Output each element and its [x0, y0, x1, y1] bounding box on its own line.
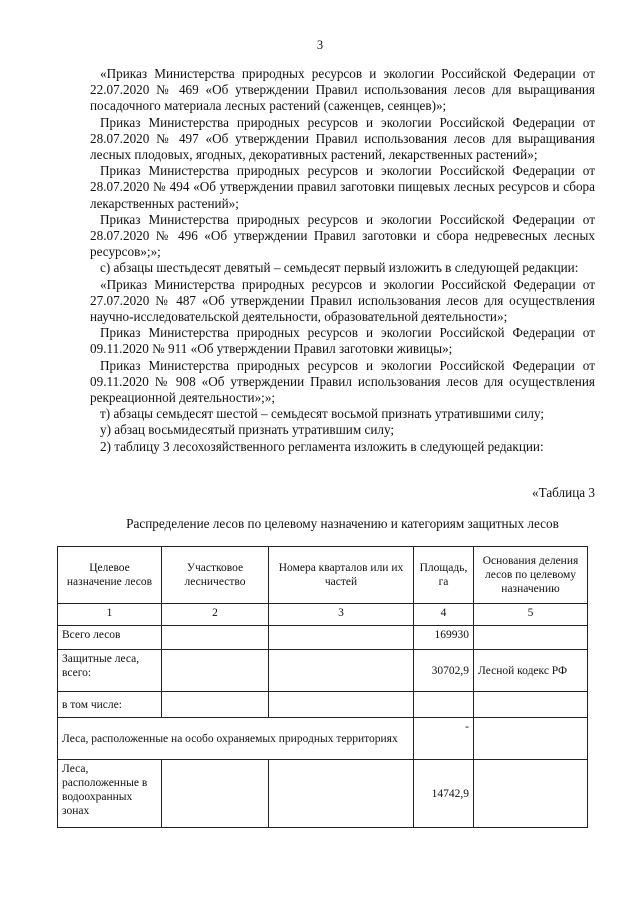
table-row	[58, 650, 588, 692]
paragraph: Приказ Министерства природных ресурсов и экологии Российской Федерации от 28.07.2020 № 494 «Об утверждении правил заготовки пищевых лесных ресурсов и сбора лекарственных растений»;	[90, 163, 595, 211]
table-row	[58, 626, 588, 650]
paragraph: Приказ Министерства природных ресурсов и экологии Российской Федерации от 28.07.2020 № 496 «Об утверждении Правил заготовки и сбора недревесных лесных ресурсов»;»;	[90, 211, 595, 260]
column-number: 1	[58, 604, 162, 626]
header-cell: Номера кварталов или их частей	[269, 547, 414, 604]
header-cell: Целевое назначение лесов	[58, 547, 162, 604]
column-number: 5	[474, 604, 588, 626]
row-name: в том числе:	[58, 692, 162, 718]
paragraph: с) абзацы шестьдесят девятый – семьдесят первый изложить в следующей редакции:	[100, 260, 579, 276]
column-number: 2	[162, 604, 269, 626]
column-number: 4	[414, 604, 474, 626]
paragraph: 2) таблицу 3 лесохозяйственного регламента изложить в следующей редакции:	[100, 438, 544, 454]
row-area: -	[414, 718, 474, 760]
paragraph: Приказ Министерства природных ресурсов и экологии Российской Федерации от 28.07.2020 № 497 «Об утверждении Правил использования лесов для выращивания лесных плодовых, ягодных, декоративных растений, лекарственных растений»;	[90, 114, 595, 163]
paragraph: «Приказ Министерства природных ресурсов и экологии Российской Федерации от 27.07.2020 № 487 «Об утверждении Правил использования лесов для осуществления научно-исследовательской деятельности, образовательной деятельности»;	[90, 276, 595, 325]
row-area: 14742,9	[414, 760, 474, 828]
row-area: 30702,9	[414, 650, 474, 692]
body-text	[90, 66, 595, 455]
column-number: 3	[269, 604, 414, 626]
paragraph: Приказ Министерства природных ресурсов и экологии Российской Федерации от 09.11.2020 № 908 «Об утверждении Правил использования лесов для осуществления рекреационной деятельности»;»;	[90, 357, 595, 406]
page-number: 3	[316, 38, 324, 52]
paragraph: у) абзац восьмидесятый признать утратившим силу;	[100, 422, 395, 438]
table-header-row	[58, 547, 588, 604]
row-name: Защитные леса, всего:	[58, 650, 162, 692]
column-number-row	[58, 604, 588, 626]
row-basis: Лесной кодекс РФ	[474, 650, 588, 692]
row-name: Леса, расположенные в водоохранных зонах	[58, 760, 162, 828]
table-label: «Таблица 3	[532, 485, 595, 500]
table-row	[58, 718, 588, 760]
header-cell: Основания деления лесов по целевому назначению	[474, 547, 588, 604]
table-row	[58, 760, 588, 828]
paragraph: «Приказ Министерства природных ресурсов и экологии Российской Федерации от 22.07.2020 № 469 «Об утверждении Правил использования лесов для выращивания посадочного материала лесных растений (саженцев, сеянцев)»;	[90, 66, 595, 114]
row-name: Леса, расположенные на особо охраняемых природных территориях	[58, 718, 414, 760]
row-area: 169930	[414, 626, 474, 650]
header-cell: Площадь, га	[414, 547, 474, 604]
paragraph: т) абзацы семьдесят шестой – семьдесят восьмой признать утратившими силу;	[100, 406, 545, 422]
paragraph: Приказ Министерства природных ресурсов и экологии Российской Федерации от 09.11.2020 № 911 «Об утверждении Правил заготовки живицы»;	[90, 325, 595, 357]
row-name: Всего лесов	[58, 626, 162, 650]
table-caption: Распределение лесов по целевому назначению и категориям защитных лесов	[126, 516, 559, 531]
table-row	[58, 692, 588, 718]
header-cell: Участковое лесничество	[162, 547, 269, 604]
forest-distribution-table	[57, 546, 588, 828]
